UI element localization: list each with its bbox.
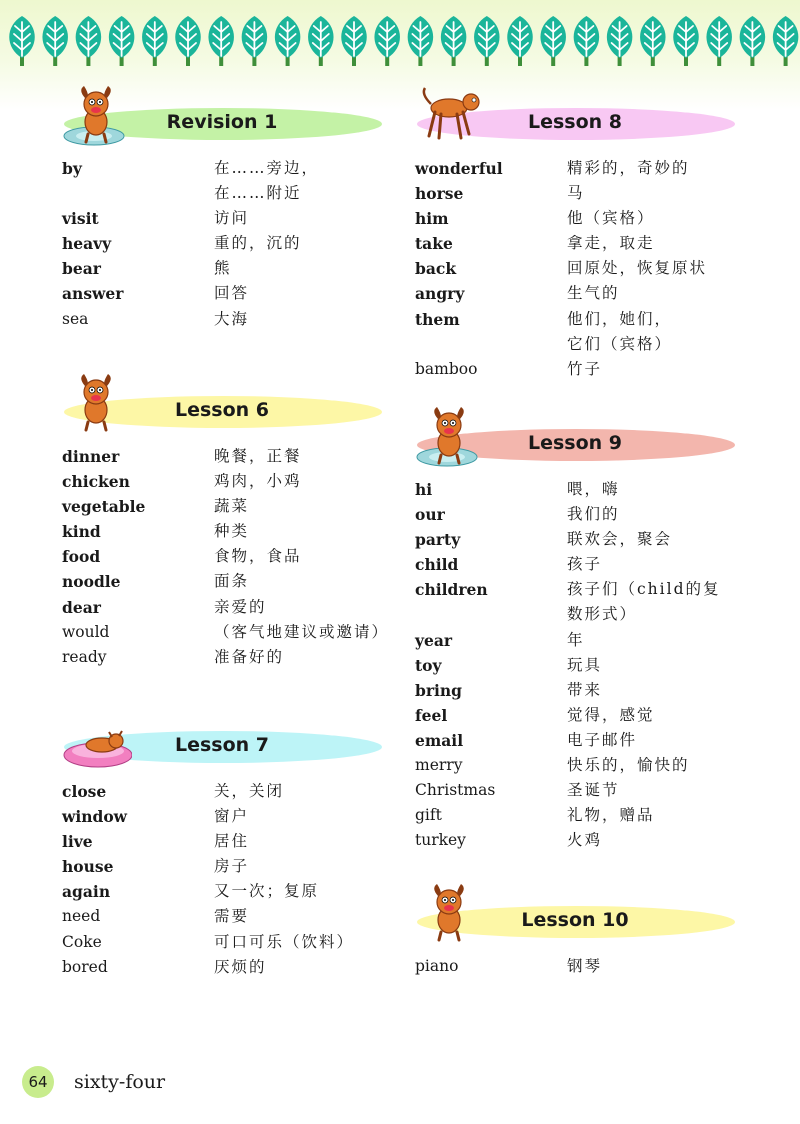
leaf-icon: [574, 16, 600, 66]
chinese-meaning-line: 重的，沉的: [214, 234, 302, 253]
english-word: sea: [62, 309, 89, 328]
chinese-meaning-line: 喂，嗨: [567, 480, 620, 498]
lesson-title: Lesson 10: [521, 909, 629, 931]
vocabulary-entry: [62, 307, 384, 332]
vocabulary-entry: [415, 703, 737, 728]
chinese-meaning-line: 食物，食品: [214, 547, 302, 566]
leaf-icon: [408, 16, 434, 66]
leaf-icon: [242, 16, 268, 66]
chinese-meaning: [567, 703, 737, 728]
vocabulary-entry: [415, 281, 737, 306]
vocabulary-entry: [415, 502, 737, 527]
chinese-meaning: [214, 854, 384, 879]
english-word: bamboo: [415, 359, 478, 378]
english-word: turkey: [415, 831, 466, 850]
chinese-meaning: [214, 645, 384, 670]
chinese-meaning-line: 在……旁边，: [214, 159, 320, 177]
chinese-meaning-line: 它们（宾格）: [567, 334, 673, 353]
chinese-meaning-line: 在……附近: [214, 184, 302, 203]
leaf-icon: [706, 16, 732, 66]
leaf-icon: [773, 16, 799, 66]
chinese-meaning: [214, 904, 384, 929]
vocabulary-entry: [62, 879, 384, 904]
english-word: would: [62, 622, 110, 641]
chinese-meaning-line: 蔬菜: [214, 497, 250, 516]
chinese-meaning: [567, 502, 737, 527]
leaf-icon: [673, 16, 699, 66]
vocabulary-entry: [62, 256, 384, 281]
leaf-icon: [740, 16, 766, 66]
chinese-meaning: [214, 206, 384, 231]
vocabulary-entry: [415, 653, 737, 678]
leaf-icon: [507, 16, 533, 66]
vocabulary-entry: [62, 494, 384, 519]
english-word: Christmas: [415, 781, 496, 800]
chinese-meaning-line: 厌烦的: [214, 957, 267, 976]
chinese-meaning: [214, 469, 384, 494]
english-word: horse: [415, 184, 464, 204]
english-word: toy: [415, 655, 442, 675]
chinese-meaning-line: 年: [567, 630, 585, 649]
leaf-icon: [308, 16, 334, 66]
chinese-meaning: [214, 595, 384, 620]
chinese-meaning-line: 亲爱的: [214, 597, 267, 616]
english-word: bear: [62, 259, 101, 279]
english-word: bring: [415, 680, 462, 700]
chinese-meaning-line: 准备好的: [214, 647, 285, 666]
english-word: email: [415, 730, 464, 750]
english-word: our: [415, 505, 445, 525]
lesson-title: Lesson 9: [527, 432, 623, 454]
chinese-meaning-line: 可口可乐（饮料）: [214, 932, 355, 951]
english-word: them: [415, 309, 460, 329]
vocabulary-entry: [62, 904, 384, 929]
vocabulary-entry: [415, 181, 737, 206]
english-word: noodle: [62, 572, 121, 592]
chinese-meaning-line: 竹子: [567, 359, 603, 378]
vocabulary-entry: [415, 307, 737, 357]
chinese-meaning: [214, 307, 384, 332]
chinese-meaning: [567, 778, 737, 803]
english-word: food: [62, 547, 101, 567]
chinese-meaning: [214, 494, 384, 519]
english-word: merry: [415, 756, 463, 775]
english-word: again: [62, 882, 111, 902]
chinese-meaning-line: 晚餐，正餐: [214, 447, 302, 465]
leaf-icon: [540, 16, 566, 66]
vocabulary-entry: [62, 281, 384, 306]
chinese-meaning: [567, 803, 737, 828]
vocabulary-entry: [415, 678, 737, 703]
english-word: visit: [62, 209, 99, 229]
english-word: live: [62, 832, 93, 852]
vocabulary-entry: [62, 829, 384, 854]
chinese-meaning-line: 关，关闭: [214, 782, 285, 800]
english-word: him: [415, 209, 449, 229]
english-word: kind: [62, 522, 101, 542]
chinese-meaning: [214, 569, 384, 594]
chinese-meaning-line: 熊: [214, 259, 232, 278]
english-word: party: [415, 530, 461, 550]
chinese-meaning: [567, 828, 737, 853]
chinese-meaning-line: 觉得，感觉: [567, 705, 655, 724]
chinese-meaning: [567, 281, 737, 306]
chinese-meaning: [567, 653, 737, 678]
vocabulary-entry: [62, 595, 384, 620]
leaf-icon: [474, 16, 500, 66]
vocabulary-entry: [62, 156, 384, 206]
chinese-meaning: [567, 753, 737, 778]
english-word: gift: [415, 806, 442, 825]
english-word: vegetable: [62, 497, 146, 517]
leaf-icon: [142, 16, 168, 66]
chinese-meaning: [567, 728, 737, 753]
english-word: child: [415, 555, 459, 575]
vocabulary-list: [62, 156, 384, 332]
vocabulary-entry: [62, 955, 384, 980]
vocabulary-entry: [415, 552, 737, 577]
vocabulary-entry: [415, 628, 737, 653]
leaf-icon: [208, 16, 234, 66]
english-word: ready: [62, 647, 107, 666]
leaf-icon: [9, 16, 35, 66]
chinese-meaning-line: 马: [567, 184, 585, 203]
vocabulary-entry: [62, 569, 384, 594]
vocabulary-entry: [415, 778, 737, 803]
chinese-meaning: [214, 779, 384, 804]
chinese-meaning: [567, 527, 737, 552]
vocabulary-entry: [62, 444, 384, 469]
vocabulary-entry: [62, 854, 384, 879]
chinese-meaning-line: 拿走，取走: [567, 234, 655, 253]
leaf-icon: [640, 16, 666, 66]
vocabulary-entry: [415, 357, 737, 382]
chinese-meaning: [567, 181, 737, 206]
chinese-meaning-line: 数形式）: [567, 605, 638, 624]
vocabulary-entry: [415, 954, 737, 979]
chinese-meaning: [567, 307, 737, 357]
vocabulary-entry: [62, 206, 384, 231]
chinese-meaning-line: 他（宾格）: [567, 209, 655, 228]
english-word: bored: [62, 957, 108, 976]
chinese-meaning-line: 快乐的，愉快的: [567, 756, 690, 775]
chinese-meaning: [567, 206, 737, 231]
vocabulary-entry: [62, 779, 384, 804]
vocabulary-entry: [62, 469, 384, 494]
chinese-meaning: [214, 955, 384, 980]
english-word: angry: [415, 284, 465, 304]
chinese-meaning: [567, 231, 737, 256]
english-word: chicken: [62, 472, 130, 492]
chinese-meaning-line: 精彩的，奇妙的: [567, 159, 690, 177]
chinese-meaning: [567, 477, 737, 502]
vocabulary-entry: [62, 519, 384, 544]
english-word: wonderful: [415, 159, 503, 178]
chinese-meaning-line: 面条: [214, 572, 250, 591]
vocabulary-list: [62, 779, 384, 980]
chinese-meaning: [214, 829, 384, 854]
chinese-meaning-line: 电子邮件: [567, 730, 638, 749]
english-word: hi: [415, 480, 433, 499]
leaf-icon: [441, 16, 467, 66]
vocabulary-entry: [415, 231, 737, 256]
chinese-meaning: [567, 577, 737, 627]
english-word: by: [62, 159, 82, 178]
chinese-meaning: [214, 156, 384, 206]
english-word: take: [415, 234, 453, 254]
chinese-meaning-line: 孩子: [567, 555, 603, 574]
chinese-meaning-line: 孩子们（child的复: [567, 580, 721, 599]
vocabulary-entry: [62, 645, 384, 670]
english-word: heavy: [62, 234, 112, 254]
chinese-meaning-line: 大海: [214, 309, 250, 328]
chinese-meaning: [567, 628, 737, 653]
chinese-meaning: [567, 357, 737, 382]
vocabulary-list: [415, 954, 737, 979]
chinese-meaning-line: 火鸡: [567, 831, 603, 850]
chinese-meaning-line: 钢琴: [567, 957, 603, 975]
leaf-icon: [42, 16, 67, 66]
vocabulary-entry: [415, 803, 737, 828]
page-number-word: sixty-four: [74, 1071, 166, 1093]
english-word: answer: [62, 284, 124, 304]
chinese-meaning-line: 居住: [214, 832, 250, 851]
lesson-title: Lesson 7: [174, 734, 270, 756]
english-word: back: [415, 259, 457, 279]
leaf-icon: [175, 16, 201, 66]
chinese-meaning-line: 联欢会，聚会: [567, 530, 673, 549]
vocabulary-list: [415, 156, 737, 382]
vocabulary-entry: [62, 930, 384, 955]
leaf-border-decoration: [0, 14, 800, 74]
chinese-meaning: [214, 281, 384, 306]
chinese-meaning: [214, 879, 384, 904]
chinese-meaning-line: 窗户: [214, 807, 250, 826]
english-word: window: [62, 807, 128, 827]
vocabulary-entry: [415, 527, 737, 552]
chinese-meaning-line: 圣诞节: [567, 781, 620, 800]
lesson-title: Lesson 6: [174, 399, 270, 421]
vocabulary-entry: [415, 477, 737, 502]
chinese-meaning: [214, 519, 384, 544]
leaf-icon: [76, 16, 102, 66]
chinese-meaning-line: 玩具: [567, 655, 603, 674]
leaf-icon: [607, 16, 633, 66]
english-word: piano: [415, 957, 459, 975]
chinese-meaning: [214, 231, 384, 256]
chinese-meaning: [214, 444, 384, 469]
chinese-meaning: [214, 256, 384, 281]
chinese-meaning-line: 礼物，赠品: [567, 806, 655, 825]
chinese-meaning: [567, 678, 737, 703]
english-word: children: [415, 580, 488, 600]
vocabulary-entry: [62, 544, 384, 569]
chinese-meaning-line: （客气地建议或邀请）: [214, 622, 390, 641]
lesson-title: Revision 1: [166, 111, 278, 133]
english-word: feel: [415, 705, 448, 725]
page-number-badge: 64: [22, 1066, 54, 1098]
chinese-meaning: [214, 930, 384, 955]
chinese-meaning-line: 我们的: [567, 505, 620, 524]
chinese-meaning: [214, 620, 390, 645]
leaf-icon: [275, 16, 301, 66]
vocabulary-list: [62, 444, 390, 670]
vocabulary-entry: [415, 828, 737, 853]
chinese-meaning: [567, 954, 737, 979]
leaf-icon: [374, 16, 400, 66]
chinese-meaning: [567, 552, 737, 577]
vocabulary-entry: [62, 804, 384, 829]
english-word: need: [62, 907, 101, 926]
chinese-meaning-line: 鸡肉，小鸡: [214, 472, 302, 491]
english-word: close: [62, 782, 107, 801]
english-word: dinner: [62, 447, 120, 466]
english-word: dear: [62, 597, 101, 617]
chinese-meaning: [214, 804, 384, 829]
chinese-meaning-line: 种类: [214, 522, 250, 541]
chinese-meaning-line: 房子: [214, 857, 250, 876]
leaf-icon: [341, 16, 367, 66]
chinese-meaning-line: 他们，她们，: [567, 309, 673, 328]
vocabulary-entry: [62, 231, 384, 256]
chinese-meaning-line: 又一次；复原: [214, 882, 320, 901]
vocabulary-entry: [415, 728, 737, 753]
chinese-meaning-line: 回答: [214, 284, 250, 303]
chinese-meaning-line: 访问: [214, 209, 250, 228]
chinese-meaning: [567, 156, 737, 181]
vocabulary-entry: [415, 753, 737, 778]
lesson-title: Lesson 8: [527, 111, 623, 133]
leaf-icon: [109, 16, 135, 66]
chinese-meaning-line: 带来: [567, 680, 603, 699]
chinese-meaning-line: 回原处，恢复原状: [567, 259, 708, 278]
chinese-meaning: [214, 544, 384, 569]
chinese-meaning-line: 需要: [214, 907, 250, 926]
chinese-meaning-line: 生气的: [567, 284, 620, 303]
english-word: year: [415, 630, 453, 650]
english-word: Coke: [62, 932, 102, 951]
vocabulary-entry: [62, 620, 390, 645]
vocabulary-entry: [415, 156, 737, 181]
chinese-meaning: [567, 256, 737, 281]
vocabulary-list: [415, 477, 737, 853]
english-word: house: [62, 857, 114, 877]
vocabulary-entry: [415, 206, 737, 231]
vocabulary-entry: [415, 256, 737, 281]
vocabulary-entry: [415, 577, 737, 627]
